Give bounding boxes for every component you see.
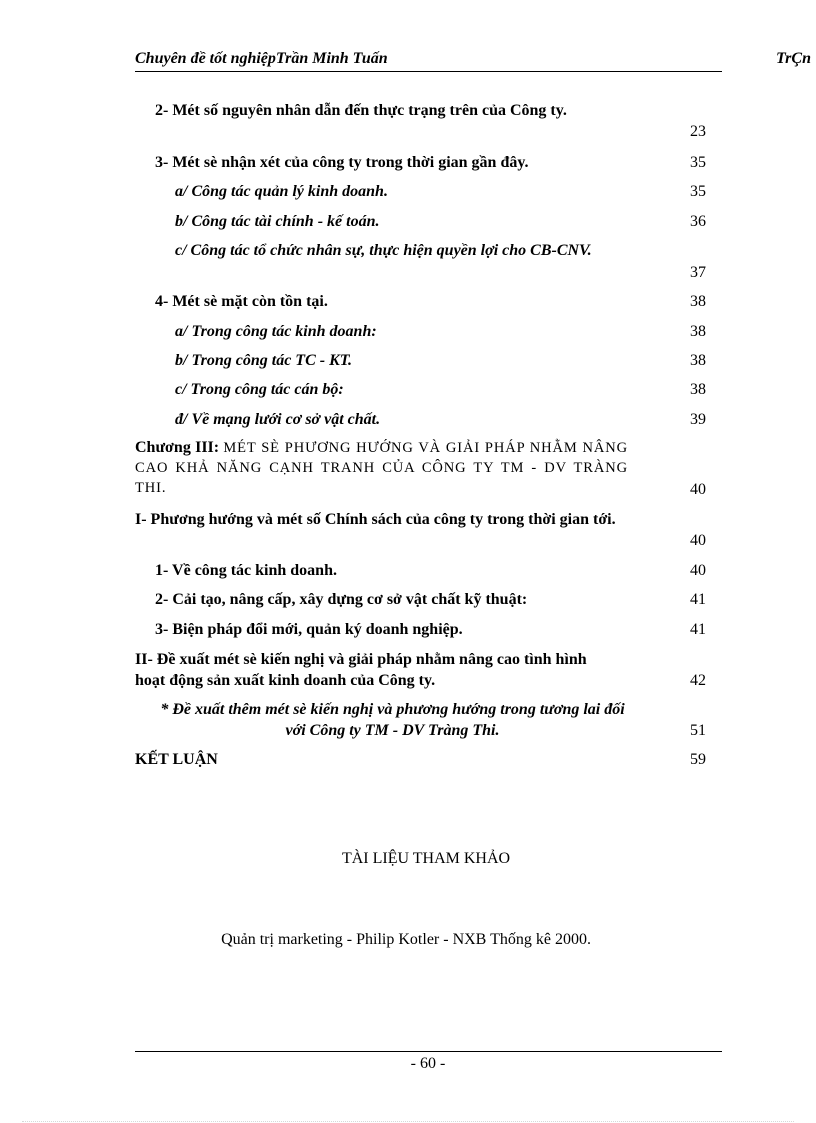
toc-entry-page: 36 [690, 213, 706, 230]
toc-entry-page: 38 [690, 352, 706, 369]
toc-entry-page: 39 [690, 411, 706, 428]
toc-entry-text: c/ Công tác tổ chức nhân sự, thực hiện quyền lợi cho CB-CNV. [175, 242, 592, 259]
toc-entry-page: 41 [690, 591, 706, 608]
header-running-text: TrÇn [776, 50, 811, 67]
page-edge-dotted-line [22, 1121, 794, 1122]
toc-entry-text: KẾT LUẬN [135, 751, 218, 768]
reference-item: Quản trị marketing - Philip Kotler - NXB Thống kê 2000. [221, 931, 591, 948]
toc-entry-page: 38 [690, 381, 706, 398]
toc-entry-text: II- Đề xuất mét sè kiến nghị và giải pháp nhằm nâng cao tình hình hoạt động sản xuất kinh doanh của Công ty. [135, 651, 587, 689]
toc-entry-page: 42 [690, 672, 706, 689]
toc-entry-text: 2- Mét số nguyên nhân dẫn đến thực trạng trên của Công ty. [155, 102, 567, 119]
chapter-title: MÉT SÈ PHƯƠNG HƯỚNG VÀ GIẢI PHÁP NHẰM NÂNG CAO KHẢ NĂNG CẠNH TRANH CỦA CÔNG TY TM - DV TRÀNG THI. [135, 440, 628, 496]
toc-entry-page: 59 [690, 751, 706, 768]
toc-entry-text: 3- Mét sè nhận xét của công ty trong thời gian gần đây. [155, 154, 529, 171]
page-number: - 60 - [410, 1055, 446, 1072]
footer-rule [135, 1051, 722, 1052]
toc-entry-text: I- Phương hướng và mét số Chính sách của công ty trong thời gian tới. [135, 511, 616, 528]
toc-entry-text: 3- Biện pháp đổi mới, quản ký doanh nghiệp. [155, 621, 463, 638]
toc-entry-text: a/ Trong công tác kinh doanh: [175, 323, 377, 340]
toc-entry-page: 35 [690, 183, 706, 200]
toc-entry-text: a/ Công tác quản lý kinh doanh. [175, 183, 388, 200]
toc-entry-text [135, 438, 628, 498]
toc-entry-text: c/ Trong công tác cán bộ: [175, 381, 344, 398]
header-rule [135, 71, 722, 72]
toc-entry-page: 38 [690, 293, 706, 310]
toc-entry-page: 41 [690, 621, 706, 638]
toc-entry-text: b/ Trong công tác TC - KT. [175, 352, 353, 369]
toc-entry-page: 35 [690, 154, 706, 171]
toc-entry-page: 38 [690, 323, 706, 340]
toc-entry-page: 37 [690, 264, 706, 281]
references-title: TÀI LIỆU THAM KHẢO [341, 850, 511, 867]
chapter-label: Chương III: [135, 439, 224, 456]
toc-entry-text: đ/ Về mạng lưới cơ sở vật chất. [175, 411, 381, 428]
toc-entry-page: 40 [690, 532, 706, 549]
toc-entry-page: 23 [690, 123, 706, 140]
toc-entry-page: 51 [690, 722, 706, 739]
toc-entry-text: b/ Công tác tài chính - kế toán. [175, 213, 380, 230]
toc-entry-text: 2- Cải tạo, nâng cấp, xây dựng cơ sở vật chất kỹ thuật: [155, 591, 528, 608]
header-title: Chuyên đề tốt nghiệpTrần Minh Tuấn [135, 50, 388, 67]
toc-entry-page: 40 [690, 562, 706, 579]
toc-entry-text: 1- Về công tác kinh doanh. [155, 562, 337, 579]
toc-entry-text: 4- Mét sè mặt còn tồn tại. [155, 293, 328, 310]
toc-entry-text: * Đề xuất thêm mét sè kiến nghị và phương hướng trong tương lai đối với Công ty TM - DV Tràng Thi. [160, 701, 625, 739]
toc-entry-page: 40 [690, 481, 706, 498]
